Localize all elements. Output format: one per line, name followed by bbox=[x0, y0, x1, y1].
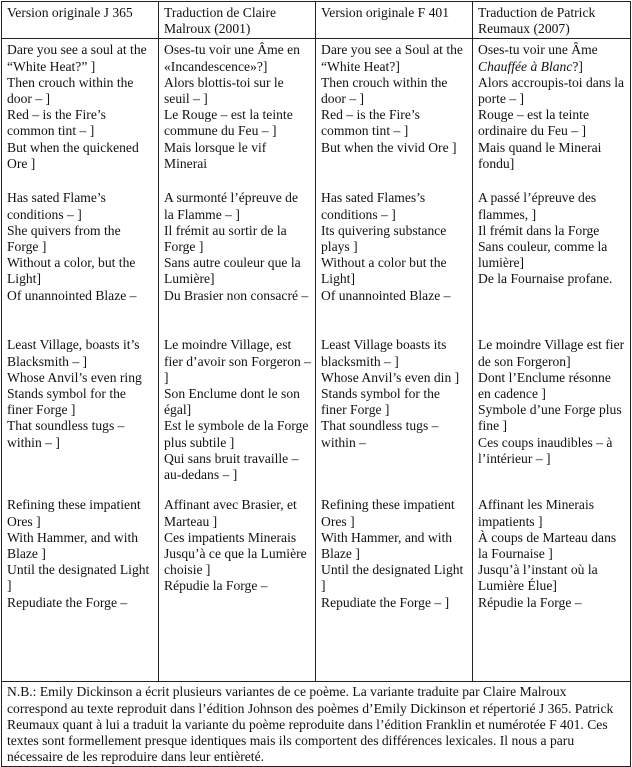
poem-line: Refining these impatient Ores ] bbox=[321, 497, 455, 529]
header-cell: Version originale F 401 bbox=[316, 2, 473, 39]
poem-line: Its quivering substance plays ] bbox=[321, 222, 447, 255]
poem-line: With Hammer, and with Blaze ] bbox=[321, 529, 453, 562]
poem-line: Without a color but the Light] bbox=[321, 255, 447, 287]
poem-line: Mais quand le Minerai fondu] bbox=[478, 139, 602, 171]
header-row bbox=[2, 2, 631, 39]
stanza bbox=[7, 42, 154, 172]
poem-line: Refining these impatient Ores ] bbox=[7, 497, 141, 529]
poem-line: Le moindre Village est fier de son Forgeron] bbox=[478, 337, 625, 369]
poem-line: Whose Anvil’s even din ] bbox=[321, 369, 460, 385]
poem-line: Ces impatients Minerais bbox=[164, 529, 297, 545]
poem-line: Has sated Flames’s conditions – ] bbox=[321, 190, 426, 222]
header-cell: Traduction de Claire Malroux (2001) bbox=[159, 2, 316, 39]
poem-line: Red – is the Fire’s common tint – ] bbox=[321, 107, 420, 139]
poem-line: Il frémit au sortir de la Forge ] bbox=[164, 222, 287, 255]
poem-line: Alors blottis-toi sur le seuil – ] bbox=[164, 74, 284, 107]
stanza bbox=[321, 497, 468, 610]
poem-line: Est le symbole de la Forge plus subtile ] bbox=[164, 418, 309, 450]
poem-comparison-table bbox=[1, 1, 631, 767]
poem-line: Stands symbol for the finer Forge ] bbox=[321, 386, 440, 418]
stanza bbox=[321, 42, 468, 155]
poem-line: Affinant avec Brasier, et Marteau ] bbox=[164, 497, 297, 529]
poem-column-cell bbox=[159, 39, 316, 682]
stanza bbox=[7, 337, 154, 450]
poem-line: That soundless tugs – within – bbox=[321, 418, 439, 450]
poem-line: She quivers from the Forge ] bbox=[7, 222, 121, 255]
poem-line: Son Enclume dont le son égal] bbox=[164, 386, 300, 418]
poem-line: Then crouch within the door – ] bbox=[7, 74, 134, 107]
poem-line: Ces coups inaudibles – à l’intérieur – ] bbox=[478, 434, 613, 466]
header-cell: Version originale J 365 bbox=[2, 2, 159, 39]
poem-line: A surmonté l’épreuve de la Flamme – ] bbox=[164, 190, 299, 222]
poem-line: Repudiate the Forge – ] bbox=[321, 594, 450, 610]
stanza bbox=[7, 497, 154, 610]
poem-line: Dare you see a soul at the “White Heat?” ] bbox=[7, 42, 147, 74]
footnote: N.B.: Emily Dickinson a écrit plusieurs variantes de ce poème. La variante traduite par Claire Malroux correspond au texte reproduit dans l’édition Johnson des poèmes d’Emily Dickinson et répertorié J 365. Patrick Reumaux quant à lui a traduit la variante du poème reproduite dans l’édition Franklin et numérotée F 401. Ces textes sont formellement presque identiques mais ils comportent des différences lexicales. Il nous a paru nécessaire de les reproduire dans leur entièreté. bbox=[2, 682, 631, 767]
poem-line: With Hammer, and with Blaze ] bbox=[7, 529, 139, 562]
stanza bbox=[478, 190, 626, 287]
poem-line: Of unannointed Blaze – bbox=[7, 287, 137, 303]
poem-line: Le moindre Village, est fier d’avoir son Forgeron – ] bbox=[164, 337, 311, 385]
poem-line: Red – is the Fire’s common tint – ] bbox=[7, 107, 106, 139]
poem-line: Répudie la Forge – bbox=[164, 578, 268, 594]
poem-line: Sans autre couleur que la Lumière] bbox=[164, 255, 301, 287]
poem-line: Le Rouge – est la teinte commune du Feu – ] bbox=[164, 107, 293, 139]
poem-line: De la Fournaise profane. bbox=[478, 271, 613, 287]
poem-line: Dare you see a Soul at the “White Heat?] bbox=[321, 42, 463, 74]
poem-line: Sans couleur, comme la lumière] bbox=[478, 239, 608, 271]
poem-line: Least Village boasts its blacksmith – ] bbox=[321, 337, 447, 369]
poem-line: Chauffée à Blanc?] bbox=[478, 58, 583, 74]
stanza bbox=[164, 337, 311, 483]
poem-line: Stands symbol for the finer Forge ] bbox=[7, 386, 126, 418]
poem-line: Symbole d’une Forge plus fine ] bbox=[478, 402, 622, 434]
poem-row bbox=[2, 39, 631, 682]
poem-line: Oses-tu voir une Âme en «Incandescence»?] bbox=[164, 42, 300, 74]
poem-line: Jusqu’à l’instant où la Lumière Élue] bbox=[478, 562, 598, 594]
poem-column-cell bbox=[2, 39, 159, 682]
poem-line: Répudie la Forge – bbox=[478, 594, 582, 610]
header-cell: Traduction de Patrick Reumaux (2007) bbox=[473, 2, 631, 39]
stanza bbox=[321, 337, 468, 450]
stanza bbox=[478, 337, 626, 467]
poem-line: Without a color, but the Light] bbox=[7, 255, 136, 287]
poem-line: But when the quickened Ore ] bbox=[7, 139, 139, 171]
poem-line: Until the designated Light ] bbox=[7, 562, 150, 594]
poem-line: Least Village, boasts it’s Blacksmith – ] bbox=[7, 337, 140, 369]
poem-line: Jusqu’à ce que la Lumière choisie ] bbox=[164, 546, 307, 578]
poem-line: Mais lorsque le vif Minerai bbox=[164, 139, 267, 171]
poem-line: Oses-tu voir une Âme bbox=[478, 42, 598, 58]
poem-line: Alors accroupis-toi dans la porte – ] bbox=[478, 74, 625, 107]
poem-column-cell bbox=[316, 39, 473, 682]
stanza bbox=[164, 190, 311, 303]
poem-line: Has sated Flame’s conditions – ] bbox=[7, 190, 106, 222]
stanza bbox=[164, 497, 311, 594]
poem-line: Whose Anvil’s even ring bbox=[7, 369, 142, 385]
stanza bbox=[164, 42, 311, 172]
stanza bbox=[478, 497, 626, 610]
poem-line: That soundless tugs – within – ] bbox=[7, 418, 125, 450]
poem-line: À coups de Marteau dans la Fournaise ] bbox=[478, 529, 617, 562]
poem-line: Rouge – est la teinte ordinaire du Feu – ] bbox=[478, 107, 589, 139]
poem-line: Then crouch within the door – ] bbox=[321, 74, 448, 107]
poem-line: Du Brasier non consacré – bbox=[164, 287, 309, 303]
poem-line: Repudiate the Forge – bbox=[7, 594, 128, 610]
poem-line: Il frémit dans la Forge bbox=[478, 222, 600, 238]
poem-line: Affinant les Minerais impatients ] bbox=[478, 497, 595, 529]
note-row bbox=[2, 682, 631, 767]
poem-line: A passé l’épreuve des flammes, ] bbox=[478, 190, 597, 222]
poem-line: Until the designated Light ] bbox=[321, 562, 464, 594]
stanza bbox=[478, 42, 626, 172]
poem-column-cell bbox=[473, 39, 631, 682]
stanza bbox=[321, 190, 468, 303]
poem-line: But when the vivid Ore ] bbox=[321, 139, 457, 155]
poem-line: Of unannointed Blaze – bbox=[321, 287, 451, 303]
stanza bbox=[7, 190, 154, 303]
poem-line: Dont l’Enclume résonne en cadence ] bbox=[478, 369, 611, 402]
poem-line: Qui sans bruit travaille – au-dedans – ] bbox=[164, 450, 299, 483]
